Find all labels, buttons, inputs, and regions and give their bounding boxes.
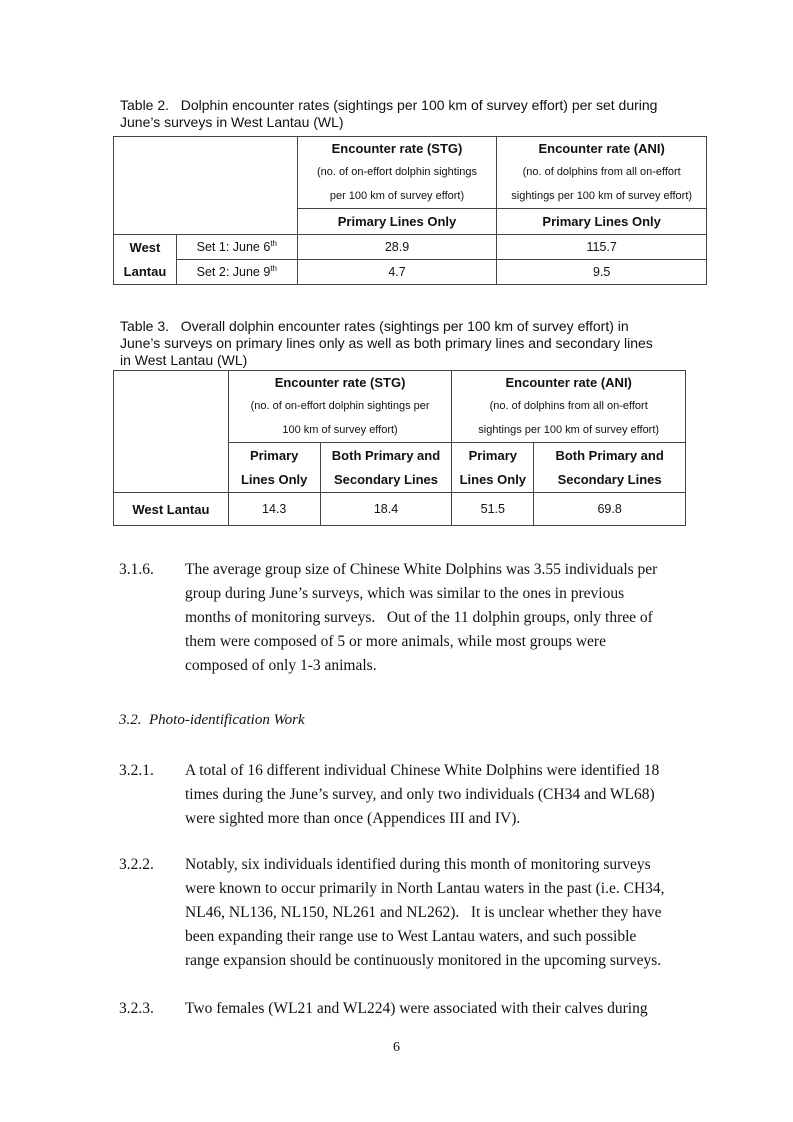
table2-ani-subtitle: (no. of dolphins from all on-effort (497, 160, 707, 185)
table3-stg-subtitle: 100 km of survey effort) (228, 419, 452, 443)
table2 (113, 136, 707, 285)
table3-value: 14.3 (228, 493, 320, 526)
table3-stg-title: Encounter rate (STG) (228, 371, 452, 394)
table2-caption-line: Table 2. Dolphin encounter rates (sightings per 100 km of survey effort) per set during (120, 97, 658, 113)
table3-col-header: Both Primary and (320, 443, 452, 468)
table3-stg-subtitle: (no. of on-effort dolphin sightings per (228, 394, 452, 419)
page-number: 6 (393, 1040, 400, 1055)
table2-ani-subheader: Primary Lines Only (497, 209, 707, 235)
paragraph-text (185, 759, 685, 831)
text-line: months of monitoring surveys. Out of the 11 dolphin groups, only three of (185, 609, 653, 626)
text-line: been expanding their range use to West Lantau waters, and such possible (185, 928, 637, 945)
table2-stg-title: Encounter rate (STG) (297, 137, 497, 160)
table3-value: 69.8 (534, 493, 686, 526)
text-line: times during the June’s survey, and only two individuals (CH34 and WL68) (185, 786, 655, 803)
table2-area-label: West (114, 235, 177, 260)
table3-col-header: Secondary Lines (320, 468, 452, 493)
table2-ani-value: 9.5 (497, 260, 707, 285)
paragraph-text (185, 997, 685, 1021)
paragraph-3-1-6 (119, 558, 685, 674)
table2-caption-line: June’s surveys in West Lantau (WL) (120, 114, 344, 130)
table3-col-header: Both Primary and (534, 443, 686, 468)
table2-area-label: Lantau (114, 260, 177, 285)
table2-stg-subheader: Primary Lines Only (297, 209, 497, 235)
text-line: NL46, NL136, NL150, NL261 and NL262). It is unclear whether they have (185, 904, 662, 921)
text-line: range expansion should be continuously monitored in the upcoming surveys. (185, 952, 662, 969)
text-line: composed of only 1-3 animals. (185, 657, 377, 674)
table2-ani-value: 115.7 (497, 235, 707, 260)
paragraph-3-2-3 (119, 997, 685, 1021)
table3-col-header: Lines Only (452, 468, 534, 493)
table2-stg-value: 28.9 (297, 235, 497, 260)
paragraph-number: 3.1.6. (119, 561, 154, 578)
table2-stg-subtitle: (no. of on-effort dolphin sightings (297, 160, 497, 185)
table3-ani-title: Encounter rate (ANI) (452, 371, 686, 394)
section-heading-3-2: 3.2. Photo-identification Work (119, 712, 305, 728)
table3-col-header: Lines Only (228, 468, 320, 493)
text-line: The average group size of Chinese White Dolphins was 3.55 individuals per (185, 561, 658, 578)
table3-ani-subtitle: (no. of dolphins from all on-effort (452, 394, 686, 419)
table3-empty-corner (114, 371, 229, 493)
paragraph-3-2-1 (119, 759, 685, 831)
table3-ani-subtitle: sightings per 100 km of survey effort) (452, 419, 686, 443)
table2-stg-subtitle: per 100 km of survey effort) (297, 185, 497, 209)
paragraph-text (185, 853, 685, 973)
text-line: A total of 16 different individual Chinese White Dolphins were identified 18 (185, 762, 660, 779)
table3 (113, 370, 686, 526)
table3-value: 18.4 (320, 493, 452, 526)
table2-stg-value: 4.7 (297, 260, 497, 285)
table2-set-label: Set 1: June 6th (176, 235, 297, 260)
table2-ani-title: Encounter rate (ANI) (497, 137, 707, 160)
paragraph-number: 3.2.1. (119, 762, 154, 779)
table3-col-header: Primary (452, 443, 534, 468)
table3-col-header: Primary (228, 443, 320, 468)
paragraph-number: 3.2.3. (119, 1000, 154, 1017)
table3-col-header: Secondary Lines (534, 468, 686, 493)
paragraph-text (185, 558, 685, 678)
paragraph-3-2-2 (119, 853, 685, 973)
text-line: were sighted more than once (Appendices III and IV). (185, 810, 521, 827)
table3-caption-line: Table 3. Overall dolphin encounter rates (sightings per 100 km of survey effort) in (120, 318, 629, 334)
table2-empty-corner (114, 137, 298, 235)
text-line: them were composed of 5 or more animals, while most groups were (185, 633, 606, 650)
table2-ani-subtitle: sightings per 100 km of survey effort) (497, 185, 707, 209)
text-line: Notably, six individuals identified during this month of monitoring surveys (185, 856, 651, 873)
table3-caption-line: in West Lantau (WL) (120, 352, 248, 368)
table2-set-label: Set 2: June 9th (176, 260, 297, 285)
table3-caption-line: June’s surveys on primary lines only as well as both primary lines and secondary lines (120, 335, 653, 351)
table3-row-label: West Lantau (114, 493, 229, 526)
text-line: were known to occur primarily in North Lantau waters in the past (i.e. CH34, (185, 880, 665, 897)
table3-value: 51.5 (452, 493, 534, 526)
table3-caption (120, 318, 700, 369)
paragraph-number: 3.2.2. (119, 856, 154, 873)
text-line: Two females (WL21 and WL224) were associated with their calves during (185, 1000, 648, 1017)
table2-caption (120, 97, 700, 131)
text-line: group during June’s surveys, which was similar to the ones in previous (185, 585, 625, 602)
